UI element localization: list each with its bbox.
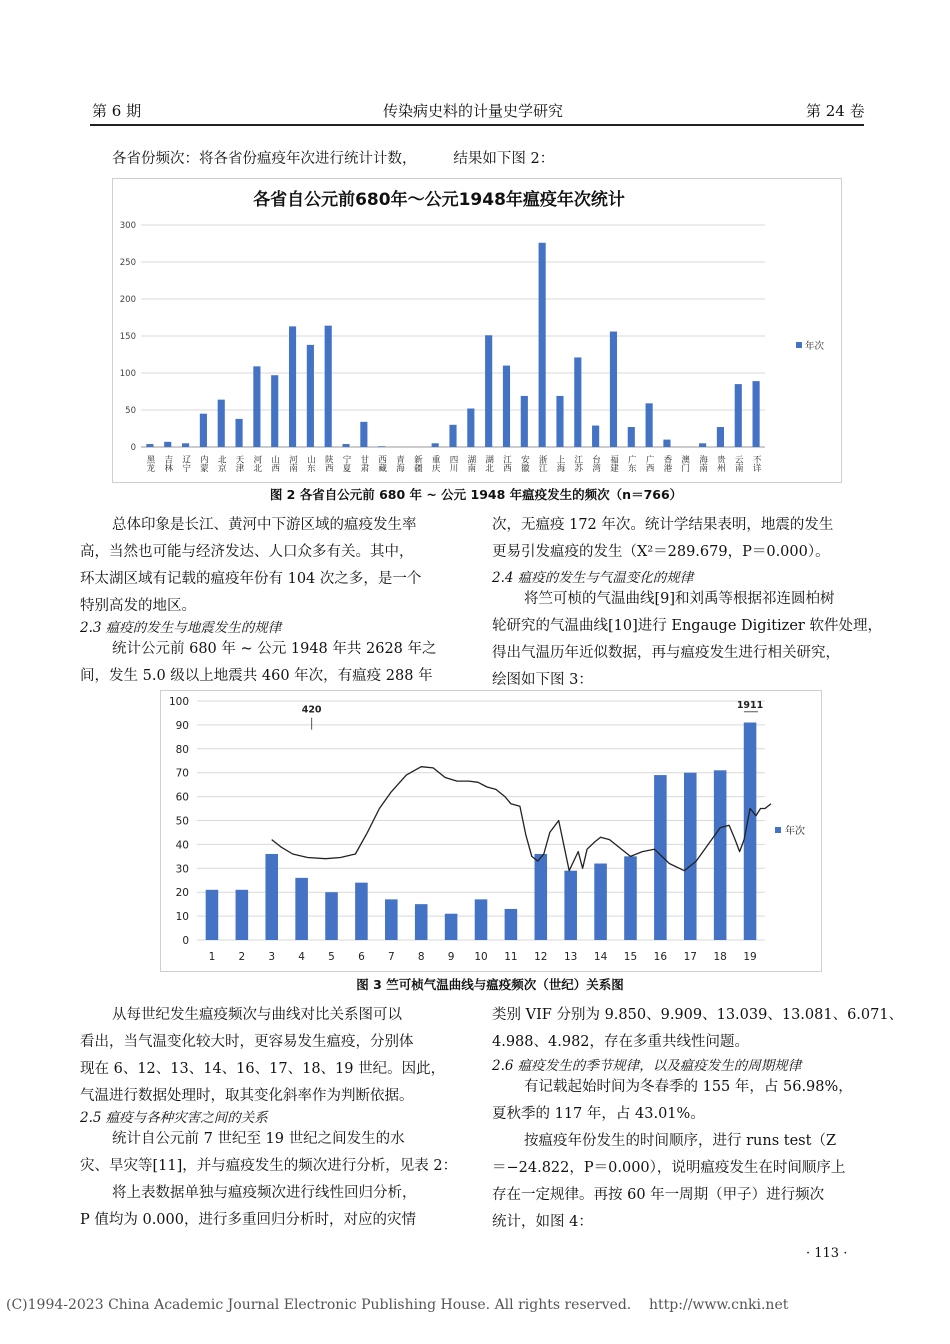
header-rule <box>90 124 864 126</box>
fig2-category-label: 北京 <box>216 455 227 472</box>
fig3-xtick-label: 13 <box>563 951 578 963</box>
fig2-ytick-label: 150 <box>119 332 136 342</box>
left2-p2-l2: 灾、旱灾等[11]，并与瘟疫发生的频次进行分析，见表 2： <box>80 1158 458 1174</box>
fig3-xtick-label: 14 <box>593 951 608 963</box>
right2-p3-l1: 按瘟疫年份发生的时间顺序，进行 runs test（Z <box>524 1133 837 1149</box>
fig2-category-label: 云南 <box>733 455 744 472</box>
fig2-bar <box>200 414 207 447</box>
section-2-6: 2.6 瘟疫发生的季节规律，以及瘟疫发生的周期规律 <box>492 1058 802 1074</box>
page-number: · 113 · <box>806 1246 848 1261</box>
fig3-ytick-label: 20 <box>175 887 189 900</box>
fig3-xtick-label: 7 <box>387 951 395 963</box>
fig2-bar <box>271 375 278 447</box>
fig3-bar <box>236 890 249 940</box>
fig2-category-label: 湖南 <box>465 455 476 472</box>
header-volume: 第 24 卷 <box>806 102 865 120</box>
fig2-bar <box>253 366 260 447</box>
fig2-bar <box>699 443 706 447</box>
fig3-chart <box>161 691 821 971</box>
fig2-category-label: 澳门 <box>679 455 690 472</box>
fig3-xtick-label: 9 <box>447 951 455 963</box>
fig2-category-label: 陕西 <box>323 455 334 472</box>
fig2-bar <box>325 326 332 447</box>
fig3-bar <box>714 770 727 940</box>
fig3-xtick-label: 3 <box>268 951 276 963</box>
fig2-bar <box>467 409 474 447</box>
fig2-ytick-label: 300 <box>119 221 136 231</box>
fig2-category-label: 贵州 <box>715 455 726 472</box>
fig3-xtick-label: 18 <box>713 951 727 963</box>
section-2-5: 2.5 瘟疫与各种灾害之间的关系 <box>80 1110 268 1126</box>
fig3-bar <box>654 775 667 940</box>
fig3-bar <box>385 899 398 940</box>
fig3-xtick-label: 17 <box>683 951 697 963</box>
right-p1-l1: 次，无瘟疫 172 年次。统计学结果表明，地震的发生 <box>492 517 834 533</box>
fig2-category-label: 福建 <box>608 455 619 472</box>
section-2-3: 2.3 瘟疫的发生与地震发生的规律 <box>80 620 282 636</box>
fig2-category-label: 西藏 <box>376 455 387 472</box>
fig2-bar <box>360 422 367 447</box>
fig2-bar <box>663 440 670 447</box>
fig2-chart <box>113 179 841 482</box>
left-p2-l1: 统计公元前 680 年 ~ 公元 1948 年共 2628 年之 <box>112 641 437 657</box>
fig2-category-label: 江苏 <box>572 455 583 472</box>
fig2-bar <box>235 419 242 447</box>
fig2-category-label: 广西 <box>644 455 655 472</box>
intro-line: 各省份频次：将各省份瘟疫年次进行统计计数， 结果如下图 2： <box>112 151 555 167</box>
fig3-xtick-label: 11 <box>504 951 518 963</box>
fig2-category-label: 新疆 <box>412 455 423 472</box>
fig2-category-label: 重庆 <box>430 455 441 472</box>
right2-p2-l2: 夏秋季的 117 年，占 43.01%。 <box>492 1106 705 1122</box>
fig3-xtick-label: 15 <box>623 951 638 963</box>
fig3-ytick-label: 30 <box>175 863 189 876</box>
fig3-legend-label: 年次 <box>785 826 805 837</box>
fig2-ytick-label: 50 <box>125 406 136 416</box>
fig3-bar <box>564 871 577 940</box>
header-issue: 第 6 期 <box>92 102 142 120</box>
fig3-ytick-label: 0 <box>182 935 189 947</box>
left2-p1-l2: 看出，当气温变化较大时，更容易发生瘟疫，分别体 <box>80 1034 414 1050</box>
fig2-ytick-label: 0 <box>130 443 136 453</box>
fig2-category-label: 不详 <box>751 455 762 472</box>
fig3-ytick-label: 80 <box>175 743 189 756</box>
fig3-ytick-label: 40 <box>175 839 189 852</box>
fig3-bar <box>684 773 697 940</box>
right-p2-l4: 绘图如下图 3： <box>492 672 593 688</box>
fig2-ytick-label: 200 <box>119 295 136 305</box>
fig2-category-label: 内蒙 <box>198 455 209 472</box>
fig2-bar <box>485 335 492 447</box>
fig2-category-label: 甘肃 <box>358 455 369 472</box>
fig2-bar <box>521 396 528 447</box>
fig3-ytick-label: 100 <box>168 696 189 708</box>
fig2-bar <box>717 427 724 447</box>
left2-p1-l1: 从每世纪发生瘟疫频次与曲线对比关系图可以 <box>112 1007 402 1023</box>
fig2-category-label: 安徽 <box>519 455 530 472</box>
fig3-xtick-label: 1 <box>208 951 216 963</box>
fig2-category-label: 江西 <box>501 455 512 472</box>
fig2-bar <box>735 384 742 447</box>
fig3-bar <box>295 878 308 940</box>
left2-p1-l3: 现在 6、12、13、14、16、17、18、19 世纪。因此， <box>80 1061 446 1077</box>
fig3-xtick-label: 2 <box>238 951 246 963</box>
fig2-bar <box>646 403 653 447</box>
fig2-ytick-label: 100 <box>119 369 136 379</box>
fig2-bar <box>432 443 439 447</box>
left-p1-l1: 总体印象是长江、黄河中下游区域的瘟疫发生率 <box>112 517 417 533</box>
fig2-category-label: 青海 <box>394 455 405 472</box>
fig2-ytick-label: 250 <box>119 258 136 268</box>
right2-p1-l2: 4.988、4.982，存在多重共线性问题。 <box>492 1034 750 1050</box>
left-p1-l4: 特别高发的地区。 <box>80 598 196 614</box>
fig2-bar <box>378 446 385 447</box>
fig2-category-label: 吉林 <box>162 455 173 472</box>
fig2-category-label: 山西 <box>269 455 280 472</box>
fig2-category-label: 黑龙 <box>144 455 155 472</box>
fig2-category-label: 宁夏 <box>341 455 352 472</box>
header-title: 传染病史料的计量史学研究 <box>383 102 564 120</box>
fig2-bar <box>628 427 635 447</box>
fig2-bar <box>503 366 510 447</box>
right-p2-l1: 将竺可桢的气温曲线[9]和刘禹等根据祁连圆柏树 <box>524 591 835 607</box>
fig3-xtick-label: 8 <box>417 951 425 963</box>
left-p1-l2: 高，当然也可能与经济发达、人口众多有关。其中， <box>80 544 414 560</box>
fig3-annotation-1911: 1911 <box>736 700 764 712</box>
fig3-bar <box>265 854 278 940</box>
fig2-bar <box>164 442 171 447</box>
right-p2-l3: 得出气温历年近似数据，再与瘟疫发生进行相关研究， <box>492 645 840 661</box>
fig2-category-label: 浙江 <box>537 455 548 472</box>
fig2-legend-label: 年次 <box>805 341 825 352</box>
fig2-category-label: 天津 <box>234 455 245 472</box>
fig3-xtick-label: 16 <box>653 951 668 963</box>
fig3-bar <box>355 883 368 940</box>
fig2-bar <box>753 381 760 447</box>
fig2-bar <box>342 444 349 447</box>
figure-3 <box>160 690 822 972</box>
fig3-ytick-label: 90 <box>175 719 189 732</box>
fig2-category-label: 山东 <box>305 455 316 472</box>
fig2-bar <box>539 243 546 447</box>
fig3-bar <box>325 892 338 940</box>
fig2-bar <box>592 426 599 447</box>
fig3-bar <box>535 854 548 940</box>
fig2-category-label: 广东 <box>626 455 637 472</box>
fig2-category-label: 辽宁 <box>180 455 191 472</box>
right2-p1-l1: 类别 VIF 分别为 9.850、9.909、13.039、13.081、6.071、 <box>492 1007 904 1023</box>
fig2-category-label: 湖北 <box>483 455 494 472</box>
fig2-title: 各省自公元前680年～公元1948年瘟疫年次统计 <box>253 190 625 210</box>
fig2-legend-swatch <box>796 342 802 348</box>
fig3-ytick-label: 70 <box>175 767 189 780</box>
fig2-bar <box>449 425 456 447</box>
left2-p3-l2: P 值均为 0.000，进行多重回归分析时，对应的灾情 <box>80 1212 416 1228</box>
fig2-category-label: 海南 <box>697 455 708 472</box>
fig2-category-label: 上海 <box>554 455 565 472</box>
fig3-xtick-label: 19 <box>743 951 757 963</box>
right-p2-l2: 轮研究的气温曲线[10]进行 Engauge Digitizer 软件处理， <box>492 618 882 634</box>
fig2-bar <box>307 345 314 447</box>
fig2-bar <box>218 400 225 447</box>
left2-p3-l1: 将上表数据单独与瘟疫频次进行线性回归分析， <box>112 1185 417 1201</box>
fig2-bar <box>610 332 617 447</box>
fig3-bar <box>594 864 607 940</box>
right2-p3-l4: 统计，如图 4： <box>492 1214 593 1230</box>
fig3-bar <box>505 909 518 940</box>
fig2-category-label: 河北 <box>251 455 262 472</box>
right2-p2-l1: 有记载起始时间为冬春季的 155 年，占 56.98%， <box>524 1079 853 1095</box>
left-p2-l2: 间，发生 5.0 级以上地震共 460 年次，有瘟疫 288 年 <box>80 668 433 684</box>
figure-3-caption: 图 3 竺可桢气温曲线与瘟疫频次（世纪）关系图 <box>356 977 624 992</box>
fig2-bar <box>289 326 296 447</box>
fig2-bar <box>182 443 189 447</box>
figure-2-caption: 图 2 各省自公元前 680 年 ~ 公元 1948 年瘟疫发生的频次（n＝766） <box>269 487 683 502</box>
left2-p1-l4: 气温进行数据处理时，取其变化斜率作为判断依据。 <box>80 1088 414 1104</box>
fig3-bar <box>206 890 219 940</box>
left2-p2-l1: 统计自公元前 7 世纪至 19 世纪之间发生的水 <box>112 1131 405 1147</box>
fig3-xtick-label: 4 <box>298 951 305 963</box>
right2-p3-l3: 存在一定规律。再按 60 年一周期（甲子）进行频次 <box>492 1187 825 1203</box>
fig3-xtick-label: 5 <box>328 951 335 963</box>
fig3-xtick-label: 10 <box>474 951 488 963</box>
fig2-category-label: 香港 <box>661 455 672 472</box>
fig2-bar <box>556 396 563 447</box>
fig2-bar <box>574 357 581 447</box>
copyright-footer: (C)1994-2023 China Academic Journal Electronic Publishing House. All rights reserved. http://www.cnki.net <box>6 1297 789 1313</box>
fig3-ytick-label: 10 <box>175 911 189 924</box>
fig3-legend-swatch <box>775 827 781 833</box>
fig2-bar <box>146 444 153 447</box>
right2-p3-l2: ＝−24.822，P＝0.000），说明瘟疫发生在时间顺序上 <box>492 1160 846 1176</box>
fig2-category-label: 台湾 <box>590 455 601 472</box>
fig2-category-label: 四川 <box>448 455 458 472</box>
figure-2 <box>112 178 842 483</box>
right-p1-l2: 更易引发瘟疫的发生（X²＝289.679，P＝0.000）。 <box>492 544 830 560</box>
fig3-annotation-420: 420 <box>301 704 322 716</box>
fig3-bar <box>415 904 428 940</box>
section-2-4: 2.4 瘟疫的发生与气温变化的规律 <box>492 570 694 586</box>
fig2-category-label: 河南 <box>287 455 298 472</box>
fig3-ytick-label: 50 <box>175 815 189 828</box>
left-p1-l3: 环太湖区域有记载的瘟疫年份有 104 次之多，是一个 <box>80 571 422 587</box>
fig3-xtick-label: 6 <box>358 951 365 963</box>
fig3-ytick-label: 60 <box>175 791 189 804</box>
fig3-bar <box>624 856 637 940</box>
fig3-bar <box>475 899 488 940</box>
fig3-bar <box>445 914 458 940</box>
fig3-xtick-label: 12 <box>534 951 548 963</box>
